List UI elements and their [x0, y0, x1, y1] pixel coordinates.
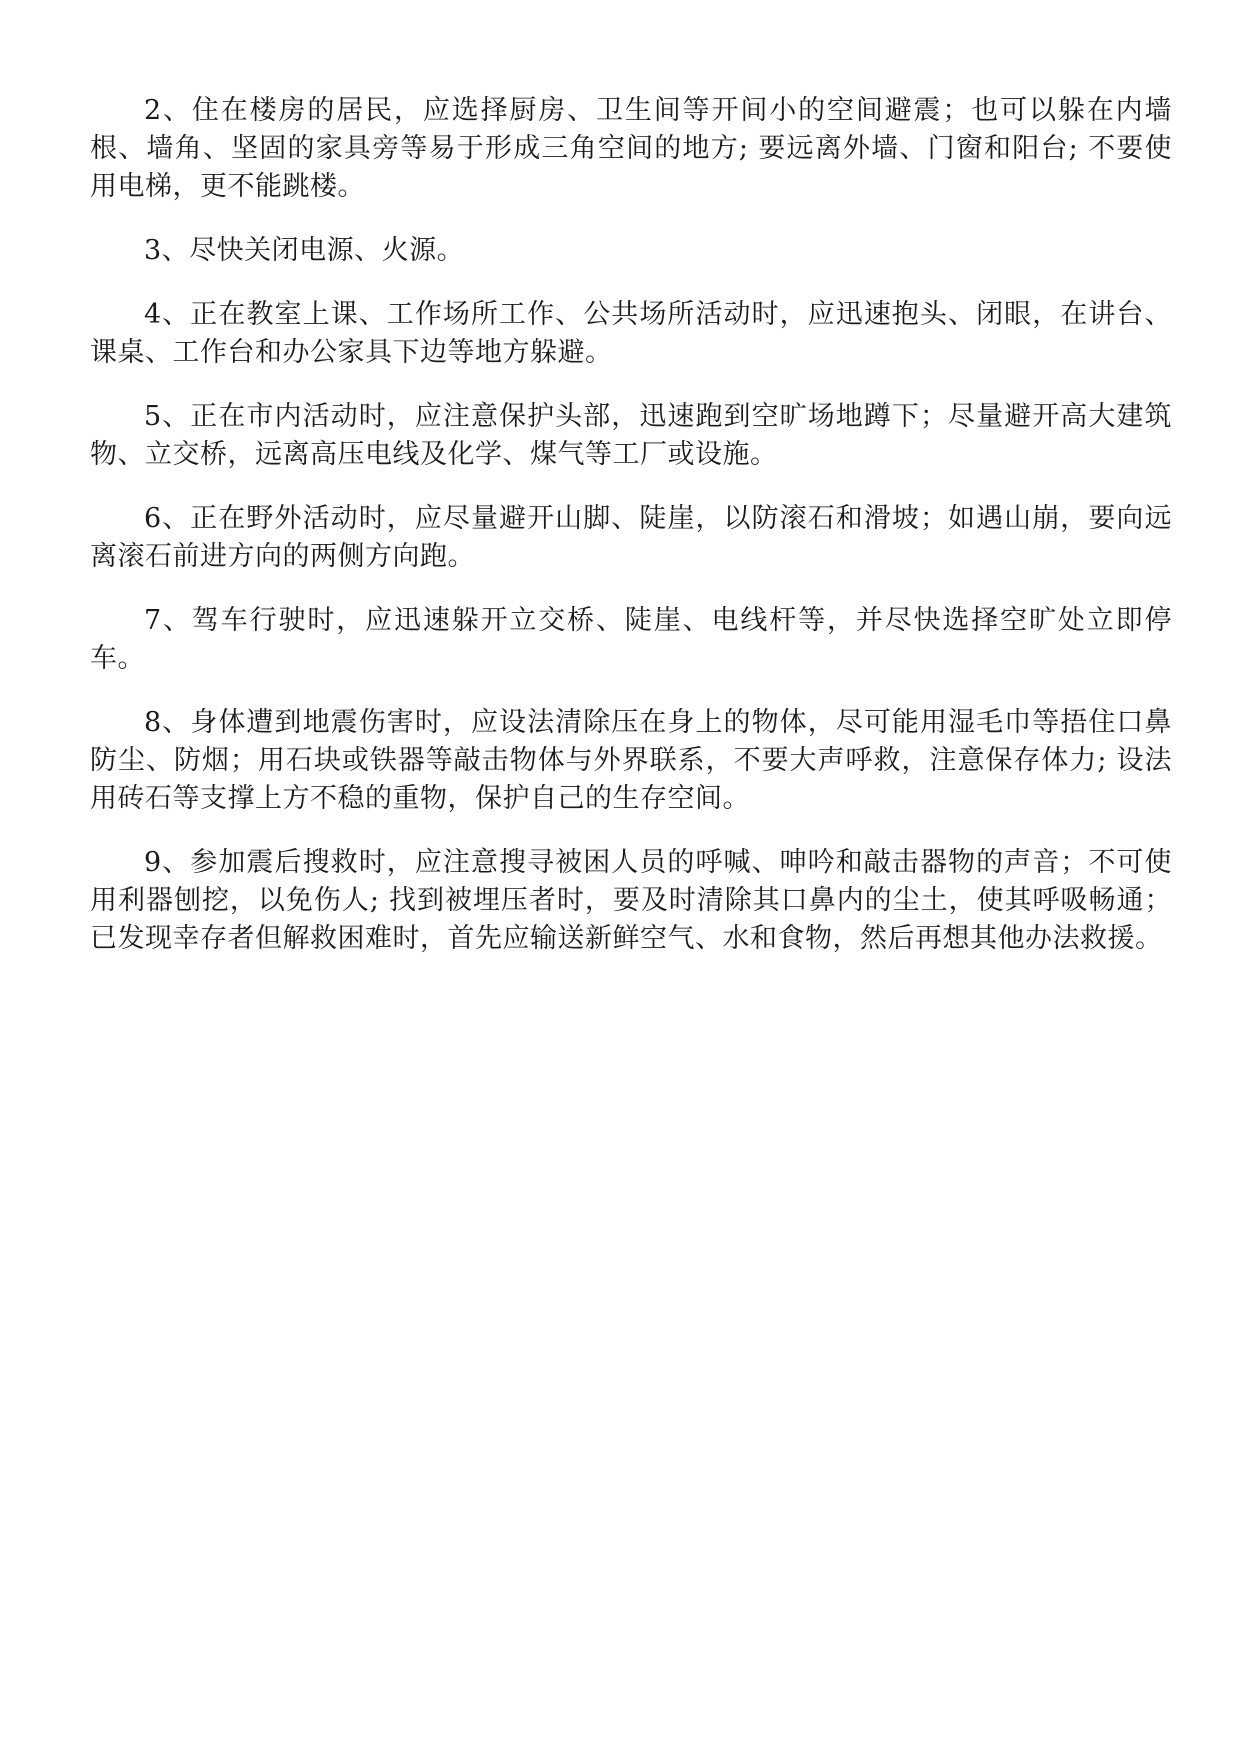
paragraph-6: 6、正在野外活动时，应尽量避开山脚、陡崖，以防滚石和滑坡；如遇山崩，要向远离滚石前进方向的两侧方向跑。 [90, 503, 1172, 572]
paragraph-5: 5、正在市内活动时，应注意保护头部，迅速跑到空旷场地蹲下；尽量避开高大建筑物、立交桥，远离高压电线及化学、煤气等工厂或设施。 [90, 401, 1172, 470]
paragraph-3: 3、尽快关闭电源、火源。 [144, 235, 465, 266]
paragraph-9: 9、参加震后搜救时，应注意搜寻被困人员的呼喊、呻吟和敲击器物的声音；不可使用利器刨挖，以免伤人; 找到被埋压者时，要及时清除其口鼻内的尘土，使其呼吸畅通；已发现幸存者但解救困难时，首先应输送新鲜空气、水和食物，然后再想其他办法救援。 [90, 847, 1172, 954]
document-body [90, 92, 1172, 984]
paragraph-8: 8、身体遭到地震伤害时，应设法清除压在身上的物体，尽可能用湿毛巾等捂住口鼻防尘、防烟；用石块或铁器等敲击物体与外界联系，不要大声呼救，注意保存体力; 设法用砖石等支撑上方不稳的重物，保护自己的生存空间。 [90, 707, 1172, 814]
paragraph-7: 7、驾车行驶时，应迅速躲开立交桥、陡崖、电线杆等，并尽快选择空旷处立即停车。 [90, 605, 1172, 674]
paragraph-2: 2、住在楼房的居民，应选择厨房、卫生间等开间小的空间避震；也可以躲在内墙根、墙角、坚固的家具旁等易于形成三角空间的地方; 要远离外墙、门窗和阳台; 不要使用电梯，更不能跳楼。 [90, 95, 1172, 202]
paragraph-4: 4、正在教室上课、工作场所工作、公共场所活动时，应迅速抱头、闭眼，在讲台、课桌、工作台和办公家具下边等地方躲避。 [90, 299, 1172, 368]
